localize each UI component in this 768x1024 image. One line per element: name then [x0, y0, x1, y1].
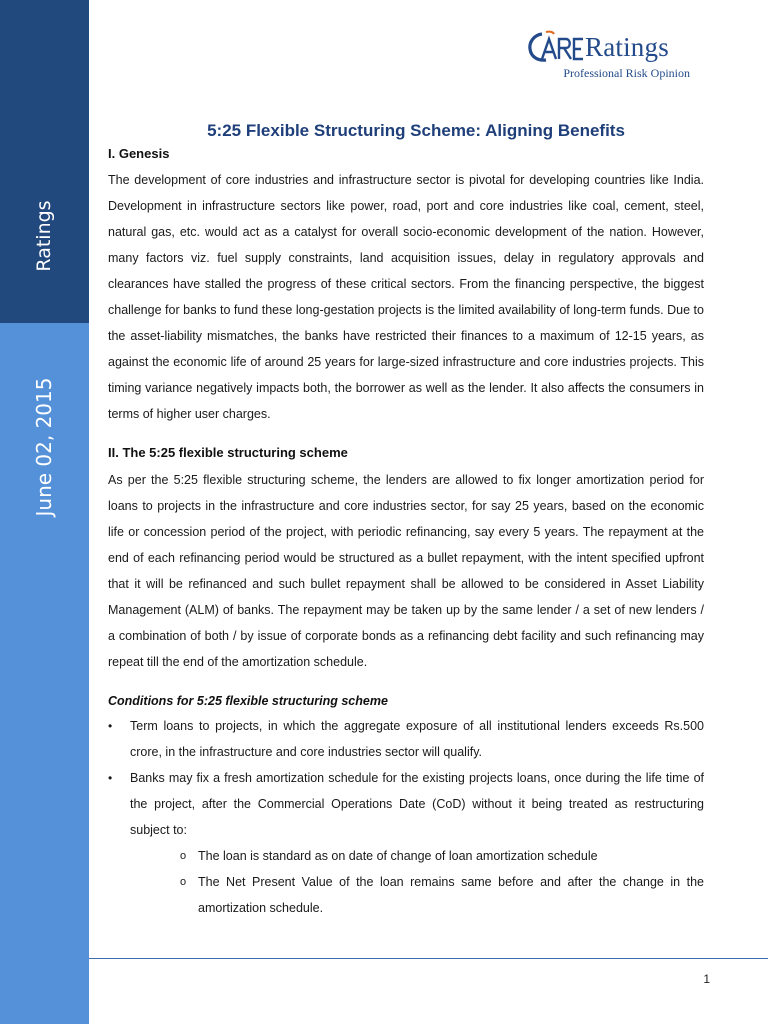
conditions-list	[108, 713, 704, 921]
care-ratings-logo	[526, 26, 726, 86]
condition-text: Term loans to projects, in which the aggregate exposure of all institutional lenders exceeds Rs.500 crore, in the infrastructure and core industries sector will qualify.	[130, 719, 704, 759]
footer-divider	[89, 958, 768, 959]
condition-text: Banks may fix a fresh amortization schedule for the existing projects loans, once during the life time of the project, after the Commercial Operations Date (CoD) without it being treated as restructuring subject to:	[130, 771, 704, 837]
bullet-icon: •	[108, 771, 113, 785]
sub-conditions-list	[130, 843, 704, 921]
circle-bullet-icon: o	[180, 850, 187, 862]
sidebar-ratings-label: Ratings	[33, 200, 55, 272]
sidebar	[0, 0, 89, 1024]
page-number: 1	[703, 972, 710, 986]
section-heading-scheme: II. The 5:25 flexible structuring scheme	[108, 445, 348, 460]
scheme-paragraph: As per the 5:25 flexible structuring scheme, the lenders are allowed to fix longer amortization period for loans to projects in the infrastructure and core industries sector, for say 25 years, based on the economic life or concession period of the project, with periodic refinancing, say every 5 years. The repayment at the end of each refinancing period would be structured as a bullet repayment, with the intent specified upfront that it will be refinanced and such bullet repayment shall be allowed to be considered in Asset Liability Management (ALM) of banks. The repayment may be taken up by the same lender / a set of new lenders / a combination of both / by issue of corporate bonds as a refinancing debt facility and such refinancing may repeat till the end of the amortization schedule.	[108, 473, 704, 669]
circle-bullet-icon: o	[180, 876, 187, 888]
document-body	[108, 120, 704, 921]
list-item	[180, 843, 704, 869]
document-title: 5:25 Flexible Structuring Scheme: Aligning Benefits	[207, 121, 625, 140]
list-item	[108, 765, 704, 921]
care-logo-mark-icon	[526, 26, 586, 66]
section-heading-genesis: I. Genesis	[108, 146, 170, 161]
conditions-heading: Conditions for 5:25 flexible structuring scheme	[108, 694, 388, 708]
list-item	[180, 869, 704, 921]
sidebar-date-label: June 02, 2015	[32, 377, 56, 517]
genesis-paragraph: The development of core industries and infrastructure sector is pivotal for developing countries like India. Development in infrastructure sectors like power, road, port and core industries like coal, cement, steel, natural gas, etc. would act as a catalyst for overall socio-economic development of the nation. However, many factors viz. fuel supply constraints, land acquisition issues, delay in regulatory approvals and clearances have stalled the progress of these critical sectors. From the financing perspective, the biggest challenge for banks to fund these long-gestation projects is the limited availability of long-term funds. Due to the asset-liability mismatches, the banks have restricted their finances to a maximum of 12-15 years, as against the economic life of around 25 years for large-sized infrastructure and core industries projects. This timing variance negatively impacts both, the borrower as well as the lender. It also affects the consumers in terms of higher user charges.	[108, 173, 704, 421]
sidebar-top-band	[0, 0, 89, 323]
logo-tagline: Professional Risk Opinion	[563, 66, 690, 80]
bullet-icon: •	[108, 719, 113, 733]
list-item	[108, 713, 704, 765]
sub-condition-text: The loan is standard as on date of change of loan amortization schedule	[198, 849, 598, 863]
logo-wordmark: Ratings	[585, 32, 669, 62]
sub-condition-text: The Net Present Value of the loan remains same before and after the change in the amortization schedule.	[198, 875, 704, 915]
